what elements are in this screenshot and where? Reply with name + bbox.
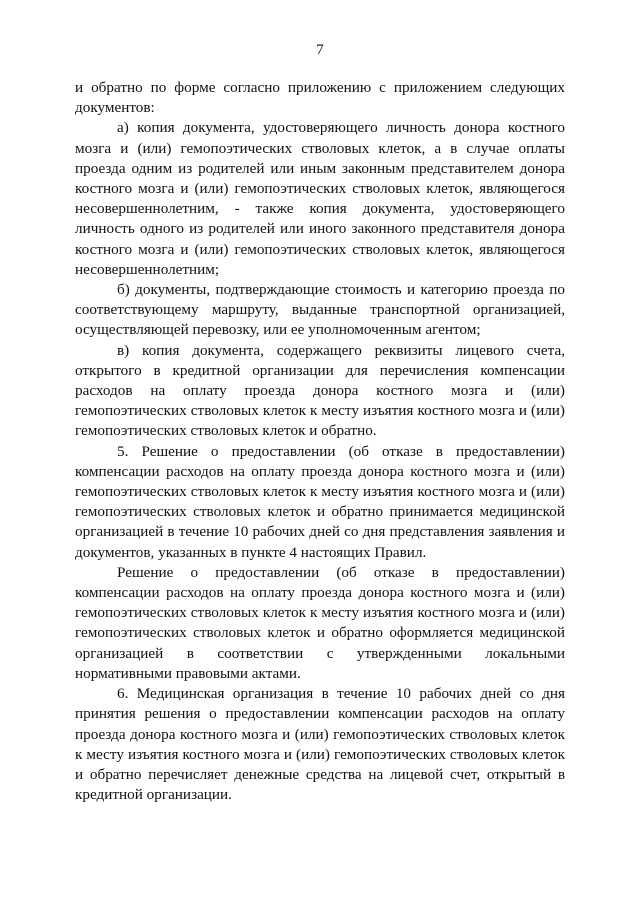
page-number: 7 xyxy=(316,42,324,58)
paragraph-item-a: а) копия документа, удостоверяющего личность донора костного мозга и (или) гемопоэтических стволовых клеток, а в случае оплаты проезда одним из родителей или иным законным представителем донора костного мозга и (или) гемопоэтических стволовых клеток, являющегося несовершеннолетним, - также копия документа, удостоверяющего личность одного из родителей или иного законного представителя донора костного мозга и (или) гемопоэтических стволовых клеток, являющегося несовершеннолетним; xyxy=(75,119,565,278)
paragraph-clause-5-decision: Решение о предоставлении (об отказе в предоставлении) компенсации расходов на оплату проезда донора костного мозга и (или) гемопоэтических стволовых клеток к месту изъятия костного мозга и (или) гемопоэтических стволовых клеток и обратно оформляется медицинской организацией в соответствии с утвержденными локальными нормативными правовыми актами. xyxy=(75,563,565,682)
paragraph-item-v: в) копия документа, содержащего реквизиты лицевого счета, открытого в кредитной организации для перечисления компенсации расходов на оплату проезда донора костного мозга и (или) гемопоэтических стволовых клеток к месту изъятия костного мозга и (или) гемопоэтических стволовых клеток и обратно. xyxy=(75,341,565,440)
paragraph-clause-6: 6. Медицинская организация в течение 10 рабочих дней со дня принятия решения о предоставлении компенсации расходов на оплату проезда донора костного мозга и (или) гемопоэтических стволовых клеток к месту изъятия костного мозга и (или) гемопоэтических стволовых клеток и обратно перечисляет денежные средства на лицевой счет, открытый в кредитной организации. xyxy=(75,685,565,804)
paragraph-continuation: и обратно по форме согласно приложению с приложением следующих документов: xyxy=(75,79,565,117)
paragraph-item-b: б) документы, подтверждающие стоимость и категорию проезда по соответствующему маршруту, выданные транспортной организацией, осуществляющей перевозку, или ее уполномоченным агентом; xyxy=(75,281,565,339)
document-body xyxy=(75,78,565,805)
paragraph-clause-5: 5. Решение о предоставлении (об отказе в предоставлении) компенсации расходов на оплату проезда донора костного мозга и (или) гемопоэтических стволовых клеток к месту изъятия костного мозга и (или) гемопоэтических стволовых клеток и обратно принимается медицинской организацией в течение 10 рабочих дней со дня представления заявления и документов, указанных в пункте 4 настоящих Правил. xyxy=(75,442,565,561)
